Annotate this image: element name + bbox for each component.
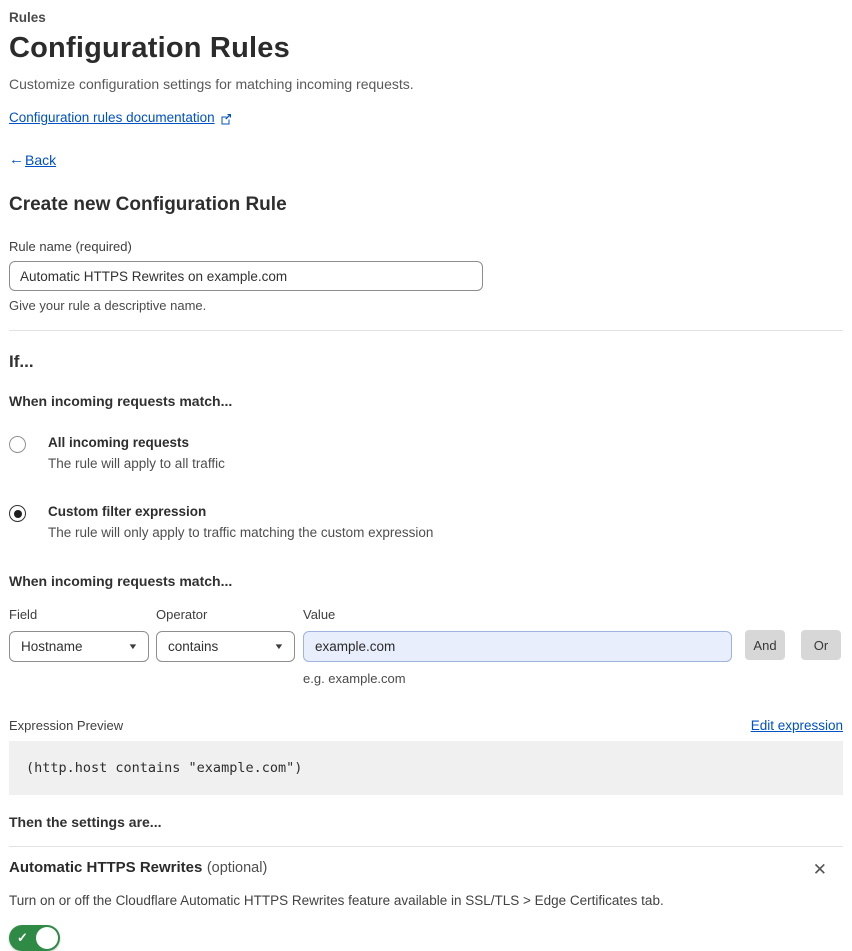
setting-description: Turn on or off the Cloudflare Automatic HTTPS Rewrites feature available in SSL/TLS > Edge Certificates tab. bbox=[9, 893, 664, 908]
then-settings-heading: Then the settings are... bbox=[9, 814, 162, 830]
expression-preview-box bbox=[9, 741, 843, 795]
chevron-down-icon: ▼ bbox=[127, 642, 139, 651]
operator-select[interactable] bbox=[156, 631, 295, 662]
if-heading: If... bbox=[9, 352, 34, 371]
expression-builder-row bbox=[9, 607, 843, 686]
setting-title: Automatic HTTPS Rewrites bbox=[9, 859, 203, 876]
page-subtitle: Customize configuration settings for matching incoming requests. bbox=[9, 76, 414, 92]
setting-optional-suffix: (optional) bbox=[206, 860, 268, 876]
edit-expression-link[interactable]: Edit expression bbox=[750, 718, 843, 733]
expression-code: (http.host contains "example.com") bbox=[26, 760, 303, 776]
setting-card-automatic-https-rewrites bbox=[9, 846, 843, 951]
radio-button-icon[interactable] bbox=[9, 505, 26, 522]
operator-column-label: Operator bbox=[156, 607, 208, 622]
back-arrow-icon: ← bbox=[9, 151, 24, 168]
rule-name-help: Give your rule a descriptive name. bbox=[9, 298, 207, 313]
external-link-icon bbox=[220, 113, 232, 125]
field-column-label: Field bbox=[9, 607, 38, 622]
value-hint: e.g. example.com bbox=[303, 671, 406, 686]
radio-description: The rule will only apply to traffic matching the custom expression bbox=[48, 525, 434, 540]
page-title: Configuration Rules bbox=[9, 32, 290, 64]
toggle-knob bbox=[36, 927, 58, 949]
value-column-label: Value bbox=[303, 607, 336, 622]
radio-button-icon[interactable] bbox=[9, 436, 26, 453]
section-divider bbox=[9, 330, 843, 331]
field-select-value: Hostname bbox=[21, 639, 83, 654]
back-link[interactable]: Back bbox=[25, 151, 57, 168]
operator-select-value: contains bbox=[168, 639, 219, 654]
create-rule-heading: Create new Configuration Rule bbox=[9, 194, 287, 215]
radio-label: Custom filter expression bbox=[48, 504, 207, 519]
radio-description: The rule will apply to all traffic bbox=[48, 456, 225, 471]
or-button[interactable]: Or bbox=[801, 630, 841, 660]
rule-name-label: Rule name (required) bbox=[9, 239, 132, 254]
radio-label: All incoming requests bbox=[48, 435, 190, 450]
radio-all-incoming-requests[interactable] bbox=[9, 435, 843, 471]
expression-preview-label: Expression Preview bbox=[9, 718, 124, 733]
field-select[interactable] bbox=[9, 631, 149, 662]
value-input[interactable] bbox=[303, 631, 732, 662]
and-button[interactable]: And bbox=[745, 630, 785, 660]
match-type-label: When incoming requests match... bbox=[9, 393, 233, 409]
radio-custom-filter-expression[interactable] bbox=[9, 504, 843, 540]
check-icon: ✓ bbox=[17, 930, 28, 945]
close-icon[interactable]: ✕ bbox=[807, 859, 833, 880]
documentation-link[interactable]: Configuration rules documentation bbox=[9, 110, 215, 125]
expression-builder-label: When incoming requests match... bbox=[9, 573, 233, 589]
rule-name-input[interactable] bbox=[9, 261, 483, 291]
breadcrumb: Rules bbox=[9, 10, 46, 25]
automatic-https-rewrites-toggle[interactable] bbox=[9, 925, 60, 951]
chevron-down-icon: ▼ bbox=[273, 642, 285, 651]
